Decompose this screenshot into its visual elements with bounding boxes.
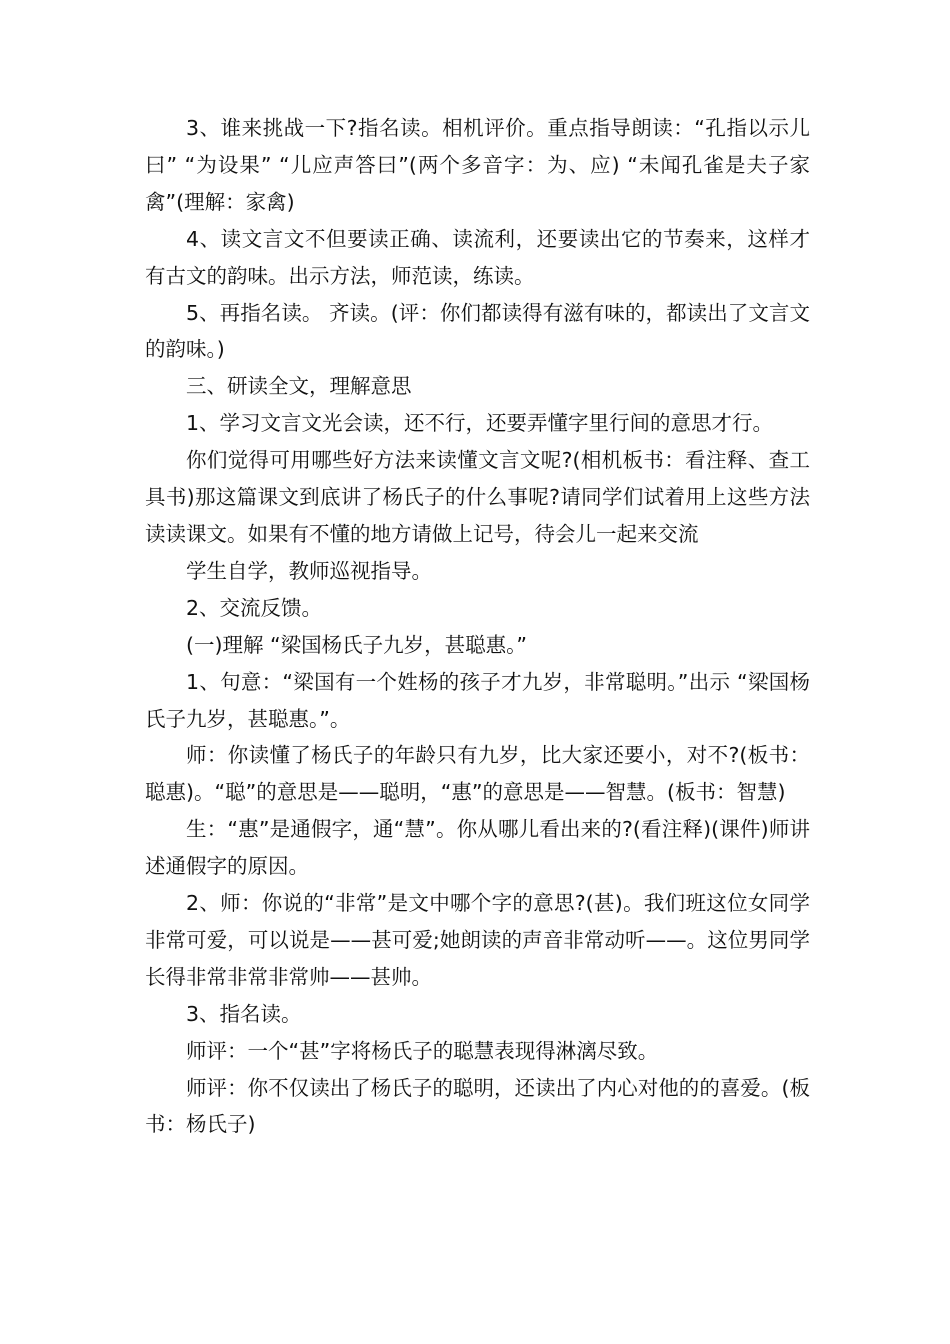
paragraph-challenge-reading: 3、谁来挑战一下?指名读。相机评价。重点指导朗读：“孔指以示儿曰” “为设果” “儿应声答曰”(两个多音字：为、应) “未闻孔雀是夫子家禽”(理解：家禽) [145, 116, 810, 214]
paragraph-methods: 你们觉得可用哪些好方法来读懂文言文呢?(相机板书：看注释、查工具书)那这篇课文到底讲了杨氏子的什么事呢?请同学们试着用上这些方法读读课文。如果有不懂的地方请做上记号，待会儿一起来交流 [145, 448, 810, 546]
paragraph-reading-rhythm: 4、读文言文不但要读正确、读流利，还要读出它的节奏来，这样才有古文的韵味。出示方法，师范读，练读。 [145, 226, 810, 288]
paragraph-group-reading: 5、再指名读。 齐读。(评：你们都读得有滋有味的，都读出了文言文的韵味。) [145, 300, 810, 362]
paragraph-feedback: 2、交流反馈。 [186, 595, 323, 620]
paragraph-teacher-comment-1: 师评：一个“甚”字将杨氏子的聪慧表现得淋漓尽致。 [186, 1038, 659, 1063]
paragraph-sentence-meaning: 1、句意：“梁国有一个姓杨的孩子才九岁，非常聪明。”出示 “梁国杨氏子九岁，甚聪惠。”。 [145, 669, 810, 731]
paragraph-self-study: 学生自学，教师巡视指导。 [186, 558, 432, 583]
subheading-understand-sentence: (一)理解 “梁国杨氏子九岁，甚聪惠。” [186, 632, 528, 657]
section-heading-study-text: 三、研读全文，理解意思 [186, 374, 412, 399]
document-body [145, 110, 810, 1143]
paragraph-teacher-shen: 2、师：你说的“非常”是文中哪个字的意思?(甚)。我们班这位女同学非常可爱，可以说是——甚可爱;她朗读的声音非常动听——。这位男同学长得非常非常非常帅——甚帅。 [145, 891, 810, 989]
paragraph-understand-meaning: 1、学习文言文光会读，还不行，还要弄懂字里行间的意思才行。 [186, 411, 774, 436]
paragraph-teacher-comment-2: 师评：你不仅读出了杨氏子的聪明，还读出了内心对他的的喜爱。(板书：杨氏子) [145, 1075, 810, 1137]
paragraph-teacher-age: 师：你读懂了杨氏子的年龄只有九岁，比大家还要小，对不?(板书：聪惠)。“聪”的意思是——聪明，“惠”的意思是——智慧。(板书：智慧) [145, 743, 810, 805]
paragraph-named-reading: 3、指名读。 [186, 1001, 302, 1026]
paragraph-student-tongjia: 生：“惠”是通假字，通“慧”。你从哪儿看出来的?(看注释)(课件)师讲述通假字的原因。 [145, 817, 810, 879]
